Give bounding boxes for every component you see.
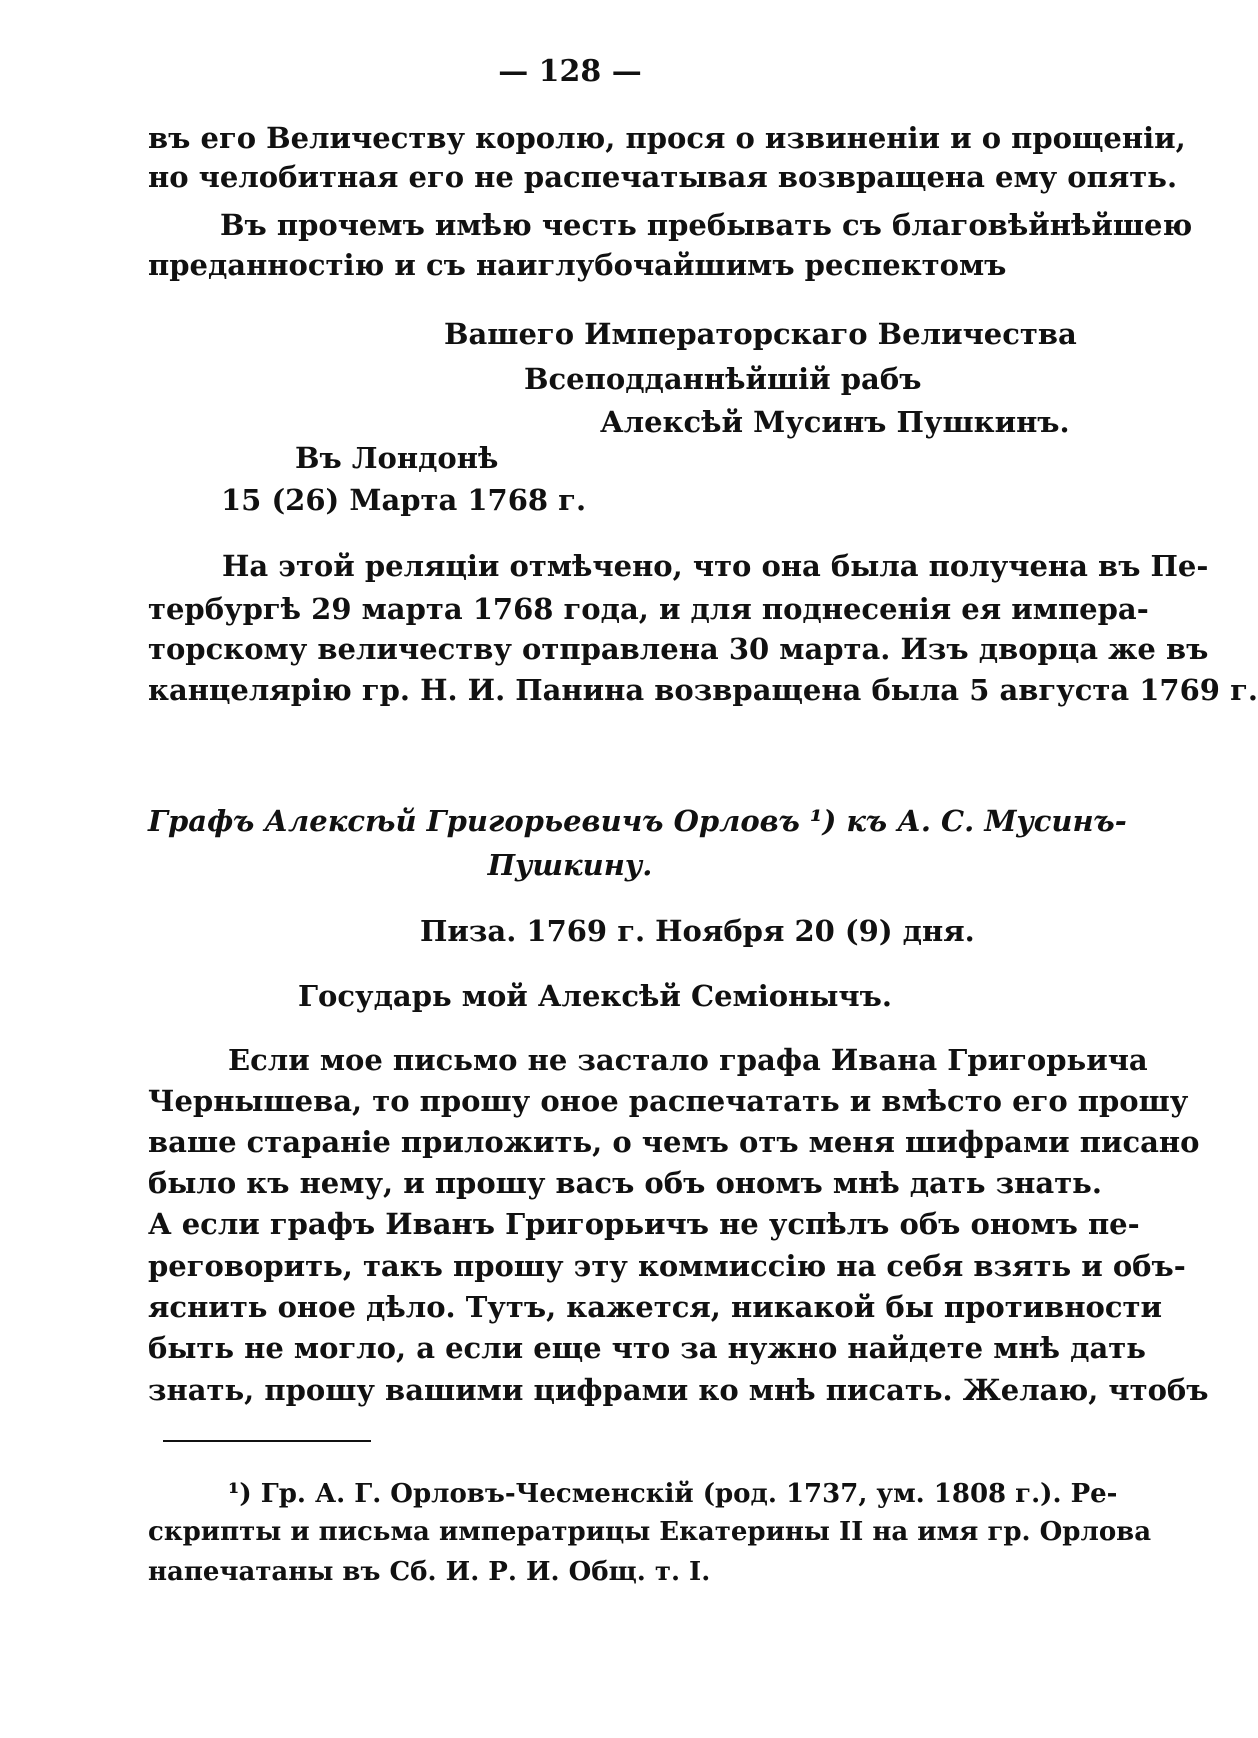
note-line-2: тербургѣ 29 марта 1768 года, и для поднесенія ея импера- (148, 592, 1149, 626)
letter2-body-line-9: знать, прошу вашими цифрами ко мнѣ писать. Желаю, чтобъ (148, 1373, 1209, 1407)
letter-end-line-2: но челобитная его не распечатывая возвращена ему опять. (148, 160, 1178, 194)
letter2-body-line-5: А если графъ Иванъ Григорьичъ не успѣлъ объ ономъ пе- (148, 1207, 1140, 1241)
signature-line-3: Алексѣй Мусинъ Пушкинъ. (600, 405, 1070, 439)
letter2-place-date: Пиза. 1769 г. Ноября 20 (9) дня. (420, 914, 975, 948)
note-line-3: торскому величеству отправлена 30 марта. Изъ дворца же въ (148, 632, 1209, 666)
footnote-line-2: скрипты и письма императрицы Екатерины II на имя гр. Орлова (148, 1517, 1152, 1547)
signature-line-1: Вашего Императорскаго Величества (444, 317, 1077, 351)
letter2-body-line-4: было къ нему, и прошу васъ объ ономъ мнѣ дать знать. (148, 1166, 1102, 1200)
letter-end-line-1: въ его Величеству королю, прося о извиненіи и о прощеніи, (148, 121, 1186, 155)
letter-place: Въ Лондонѣ (295, 441, 499, 475)
letter-end-line-4: преданностію и съ наиглубочайшимъ респектомъ (148, 248, 1007, 282)
page-number: — 128 — (498, 54, 642, 89)
footnote-line-3: напечатаны въ Сб. И. Р. И. Общ. т. I. (148, 1557, 711, 1587)
letter2-body-line-7: яснить оное дѣло. Тутъ, кажется, никакой бы противности (148, 1290, 1163, 1324)
letter2-body-line-8: быть не могло, а если еще что за нужно найдете мнѣ дать (148, 1331, 1146, 1365)
letter2-heading-line-2: Пушкину. (487, 848, 653, 882)
letter2-salutation: Государь мой Алексѣй Семіонычъ. (298, 979, 892, 1013)
note-line-4: канцелярію гр. Н. И. Панина возвращена была 5 августа 1769 г. (148, 673, 1258, 707)
letter2-body-line-6: реговорить, такъ прошу эту коммиссію на себя взять и объ- (148, 1249, 1186, 1283)
letter2-body-line-3: ваше стараніе приложить, о чемъ отъ меня шифрами писано (148, 1125, 1200, 1159)
letter2-heading-line-1: Графъ Алексѣй Григорьевичъ Орловъ ¹) къ А. С. Мусинъ- (148, 804, 1127, 838)
letter2-body-line-2: Чернышева, то прошу оное распечатать и вмѣсто его прошу (148, 1084, 1189, 1118)
signature-line-2: Всеподданнѣйшій рабъ (524, 362, 922, 396)
letter-date: 15 (26) Марта 1768 г. (221, 483, 587, 517)
footnote-divider (163, 1440, 371, 1442)
note-line-1: На этой реляціи отмѣчено, что она была получена въ Пе- (222, 549, 1209, 583)
letter-end-line-3: Въ прочемъ имѣю честь пребывать съ благовѣйнѣйшею (220, 208, 1193, 242)
letter2-body-line-1: Если мое письмо не застало графа Ивана Григорьича (228, 1043, 1148, 1077)
footnote-line-1: ¹) Гр. А. Г. Орловъ-Чесменскій (род. 1737, ум. 1808 г.). Ре- (228, 1479, 1118, 1509)
